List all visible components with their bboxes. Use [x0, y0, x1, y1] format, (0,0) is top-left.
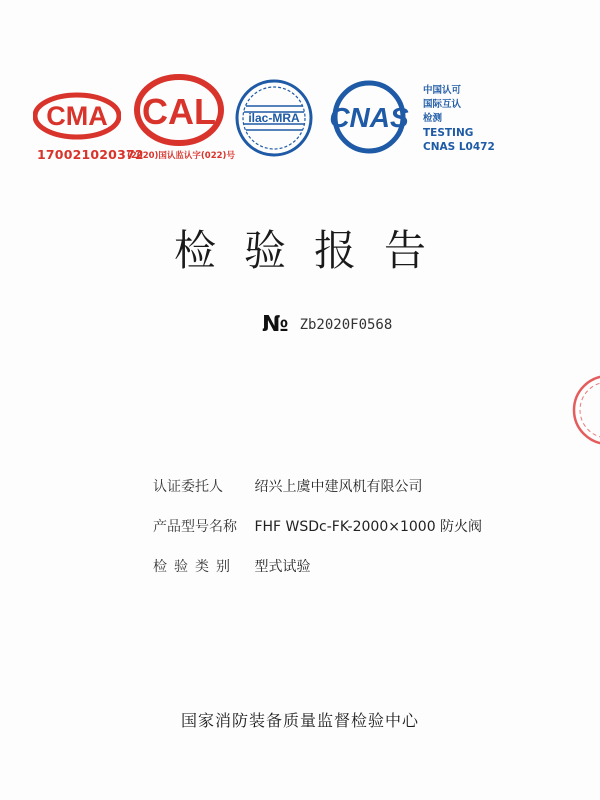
cnas-logo	[321, 80, 417, 154]
cal-number: (2020)国认监认字(022)号	[127, 151, 235, 161]
info-value: 型式试验	[254, 559, 311, 575]
issuing-organization: 国家消防装备质量监督检验中心	[180, 711, 419, 730]
report-number	[262, 312, 392, 337]
report-number-value: Zb2020F0568	[299, 316, 393, 333]
cnas-line: 检测	[423, 113, 443, 124]
ilac-logo-text: ilac-MRA	[248, 111, 300, 125]
cma-number: 170021020372	[37, 147, 144, 162]
info-value: 绍兴上虞中建风机有限公司	[254, 479, 423, 495]
cnas-logo-text: CNAS	[329, 102, 409, 133]
cnas-line: 中国认可	[423, 85, 462, 96]
cnas-line: TESTING	[423, 127, 474, 139]
cal-logo	[133, 72, 225, 148]
cma-logo-text: CMA	[46, 101, 108, 131]
numero-sign: №	[262, 312, 289, 337]
info-row-client	[153, 476, 482, 516]
report-info	[153, 476, 482, 596]
ilac-mra-logo	[232, 78, 316, 158]
info-row-category	[153, 556, 482, 596]
red-seal-stamp	[566, 370, 600, 450]
cnas-accreditation-text	[423, 84, 495, 154]
info-value: FHF WSDc-FK-2000×1000 防火阀	[254, 519, 483, 535]
cnas-line: CNAS L0472	[423, 141, 495, 153]
cnas-line: 国际互认	[423, 99, 462, 110]
cal-logo-text: CAL	[142, 91, 216, 132]
cma-logo	[33, 92, 121, 140]
info-label: 产品型号名称	[153, 519, 237, 535]
report-title: 检验报告	[173, 226, 454, 275]
info-label: 检验类别	[153, 559, 237, 575]
info-row-product	[153, 516, 482, 556]
info-label: 认证委托人	[153, 479, 223, 495]
